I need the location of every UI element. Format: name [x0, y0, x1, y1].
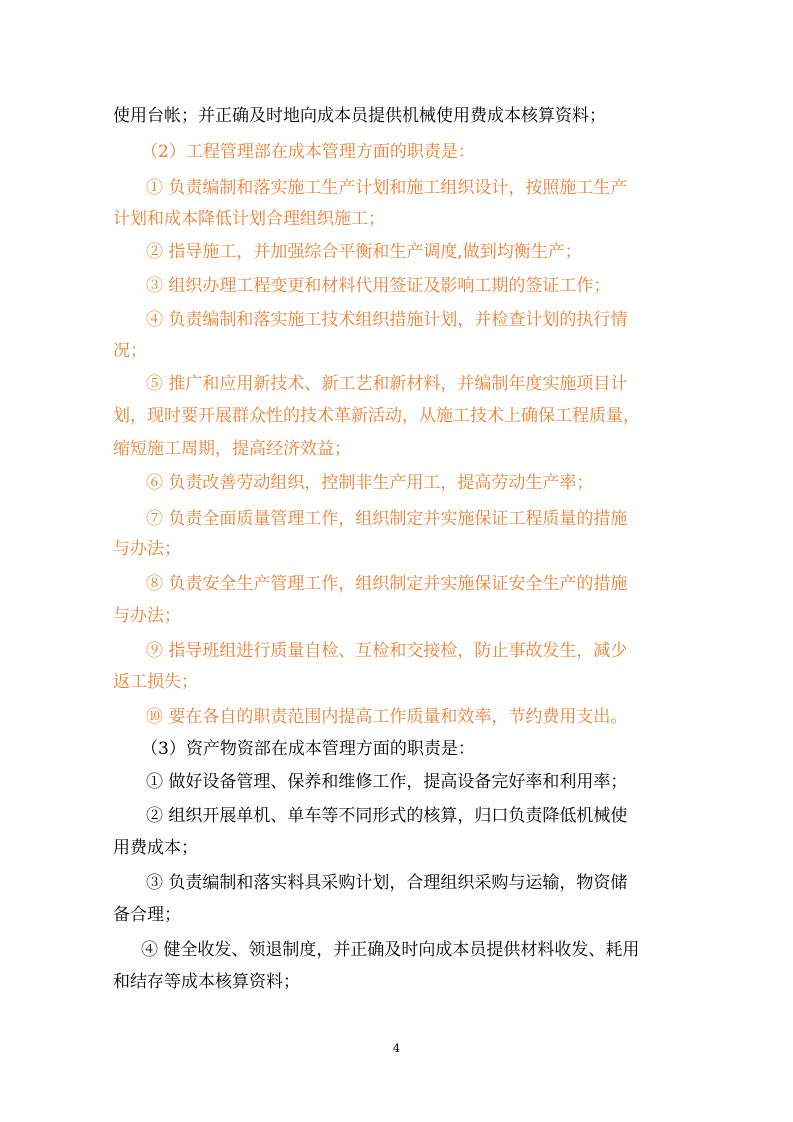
page-number: 4 [393, 1042, 400, 1055]
text-line: 划，现时要开展群众性的技术革新活动，从施工技术上确保工程质量， [113, 406, 640, 426]
text-line: 与办法； [113, 606, 181, 626]
list-item: ① 做好设备管理、保养和维修工作，提高设备完好率和利用率； [146, 772, 628, 792]
list-item: ① 负责编制和落实施工生产计划和施工组织设计，按照施工生产 [146, 178, 628, 198]
list-item: ③ 负责编制和落实料具采购计划，合理组织采购与运输，物资储 [146, 873, 628, 893]
text-line: 和结存等成本核算资料； [113, 972, 300, 992]
text-line: 使用台帐；并正确及时地向成本员提供机械使用费成本核算资料； [113, 106, 606, 126]
list-item: ⑤ 推广和应用新技术、新工艺和新材料，并编制年度实施项目计 [146, 374, 628, 394]
text-line: 用费成本； [113, 838, 198, 858]
list-item: ⑦ 负责全面质量管理工作，组织制定并实施保证工程质量的措施 [146, 509, 628, 529]
list-item: ③ 组织办理工程变更和材料代用签证及影响工期的签证工作； [146, 276, 611, 296]
text-line: 况； [113, 341, 147, 361]
text-line: 缩短施工周期，提高经济效益； [113, 439, 351, 459]
text-line: 与办法； [113, 539, 181, 559]
list-item: ⑨ 指导班组进行质量自检、互检和交接检，防止事故发生，减少 [146, 641, 628, 661]
list-item: ⑧ 负责安全生产管理工作，组织制定并实施保证安全生产的措施 [146, 574, 628, 594]
text-line: 备合理； [113, 905, 181, 925]
list-item: ② 指导施工，并加强综合平衡和生产调度,做到均衡生产； [146, 242, 582, 262]
list-item: ② 组织开展单机、单车等不同形式的核算，归口负责降低机械使 [146, 806, 628, 826]
section-heading: （2）工程管理部在成本管理方面的职责是： [141, 142, 475, 162]
list-item: ⑩ 要在各自的职责范围内提高工作质量和效率，节约费用支出。 [146, 707, 628, 727]
text-line: 计划和成本降低计划合理组织施工； [113, 209, 385, 229]
section-heading: （3）资产物资部在成本管理方面的职责是： [141, 739, 475, 759]
list-item: ④ 健全收发、领退制度，并正确及时向成本员提供材料收发、耗用 [141, 940, 640, 960]
list-item: ④ 负责编制和落实施工技术组织措施计划，并检查计划的执行情 [146, 310, 628, 330]
text-line: 返工损失； [113, 672, 198, 692]
list-item: ⑥ 负责改善劳动组织，控制非生产用工，提高劳动生产率； [146, 473, 594, 493]
